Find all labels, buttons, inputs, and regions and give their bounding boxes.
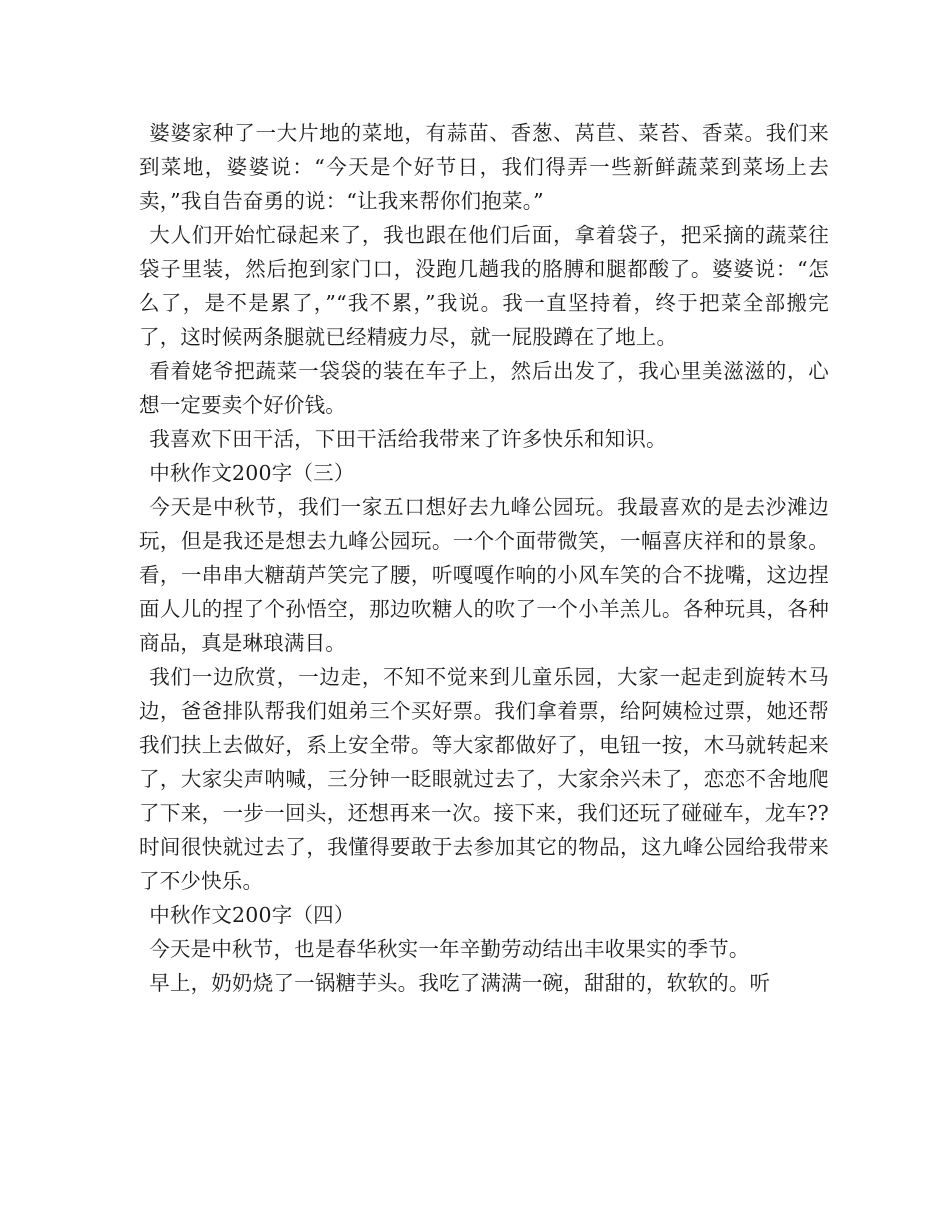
section-heading-4: 中秋作文200字（四） [149, 903, 355, 927]
paragraph-4: 我喜欢下田干活，下田干活给我带来了许多快乐和知识。 [149, 427, 667, 451]
paragraph-2: 大人们开始忙碌起来了，我也跟在他们后面，拿着袋子，把采摘的蔬菜往袋子里装，然后抱到家门口，没跑几趟我的胳膊和腿都酸了。婆婆说：“怎么了，是不是累了，”“我不累，”我说。我一直坚持着，终于把菜全部搬完了，这时候两条腿就已经精疲力尽，就一屁股蹲在了地上。 [139, 223, 829, 349]
document-body [139, 116, 829, 1000]
paragraph-1: 婆婆家种了一大片地的菜地，有蒜苗、香葱、莴苣、菜苔、香菜。我们来到菜地，婆婆说：“今天是个好节日，我们得弄一些新鲜蔬菜到菜场上去卖，”我自告奋勇的说：“让我来帮你们抱菜。” [139, 121, 829, 213]
paragraph-7: 今天是中秋节，也是春华秋实一年辛勤劳动结出丰收果实的季节。 [149, 937, 750, 961]
paragraph-3: 看着姥爷把蔬菜一袋袋的装在车子上，然后出发了，我心里美滋滋的，心想一定要卖个好价钱。 [139, 359, 829, 417]
section-heading-3: 中秋作文200字（三） [149, 461, 355, 485]
paragraph-6: 我们一边欣赏，一边走，不知不觉来到儿童乐园，大家一起走到旋转木马边，爸爸排队帮我们姐弟三个买好票。我们拿着票，给阿姨检过票，她还帮我们扶上去做好，系上安全带。等大家都做好了，电钮一按，木马就转起来了，大家尖声呐喊，三分钟一眨眼就过去了，大家余兴未了，恋恋不舍地爬了下来，一步一回头，还想再来一次。接下来，我们还玩了碰碰车，龙车??时间很快就过去了，我懂得要敢于去参加其它的物品，这九峰公园给我带来了不少快乐。 [139, 665, 829, 893]
paragraph-5: 今天是中秋节，我们一家五口想好去九峰公园玩。我最喜欢的是去沙滩边玩，但是我还是想去九峰公园玩。一个个面带微笑，一幅喜庆祥和的景象。看，一串串大糖葫芦笑完了腰，听嘎嘎作响的小风车笑的合不拢嘴，这边捏面人儿的捏了个孙悟空，那边吹糖人的吹了一个小羊羔儿。各种玩具，各种商品，真是琳琅满目。 [139, 495, 829, 655]
paragraph-8: 早上，奶奶烧了一锅糖芋头。我吃了满满一碗，甜甜的，软软的。听 [149, 971, 771, 995]
